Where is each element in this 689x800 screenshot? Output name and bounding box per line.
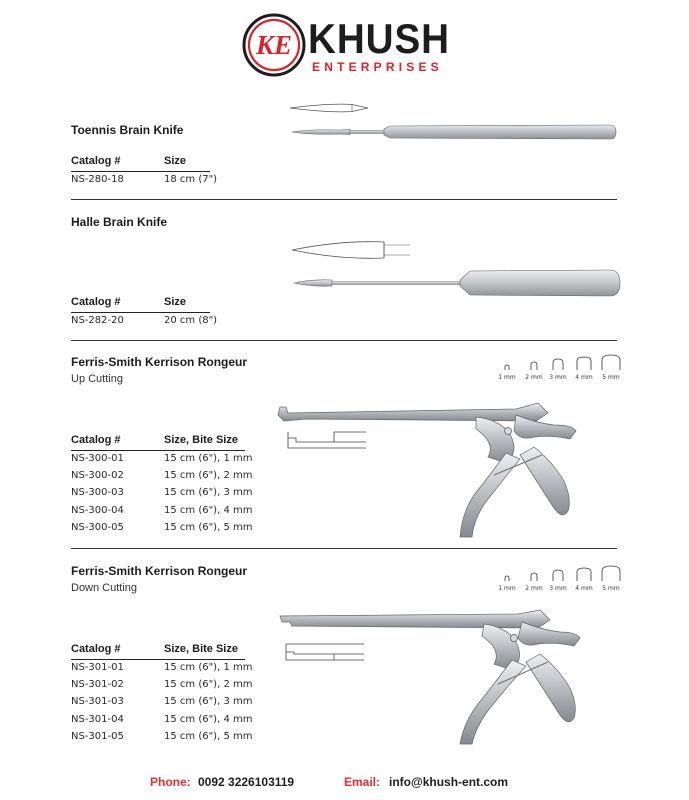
logo-letters: KE <box>255 30 293 60</box>
rongeur-up-cutting-illustration <box>276 395 606 545</box>
bite-size-label: 3 mm <box>549 585 567 592</box>
bite-size-label: 3 mm <box>549 374 567 381</box>
catalog-number: NS-301-05 <box>71 730 124 742</box>
table-row <box>71 485 253 502</box>
header-catalog: Catalog # <box>71 155 121 167</box>
catalog-number: NS-300-01 <box>71 453 124 464</box>
bite-size-guide <box>490 565 625 595</box>
table-row <box>71 313 218 330</box>
size-value: 15 cm (6"), 2 mm <box>164 679 253 691</box>
size-value: 15 cm (6"), 4 mm <box>164 504 253 516</box>
bite-size-label: 5 mm <box>602 374 620 381</box>
size-value: 15 cm (6"), 5 mm <box>164 521 253 533</box>
halle-knife-illustration <box>292 268 622 300</box>
size-value: 15 cm (6"), 1 mm <box>164 662 253 673</box>
catalog-number: NS-300-03 <box>71 487 124 499</box>
table-header <box>71 643 245 660</box>
catalog-number: NS-301-01 <box>71 662 124 673</box>
halle-tip-illustration <box>292 240 412 260</box>
rongeur-down-cutting-illustration <box>278 606 608 756</box>
catalog-table-toennis <box>71 155 218 189</box>
bite-size-label: 2 mm <box>525 585 543 592</box>
contact-footer <box>0 775 689 791</box>
size-value: 15 cm (6"), 2 mm <box>164 470 253 482</box>
table-row <box>71 468 253 485</box>
table-row <box>71 712 253 729</box>
header-size-bite: Size, Bite Size <box>164 643 238 655</box>
product-title-kerrison-down: Ferris-Smith Kerrison Rongeur <box>71 564 248 578</box>
brand-name: KHUSH <box>308 15 450 62</box>
catalog-table-kerrison-up <box>71 434 253 537</box>
bite-size-shapes <box>490 565 625 583</box>
table-header <box>71 434 245 451</box>
table-row <box>71 172 218 189</box>
bite-size-label: 1 mm <box>498 374 516 381</box>
catalog-number: NS-300-02 <box>71 470 124 482</box>
size-value: 15 cm (6"), 5 mm <box>164 730 253 742</box>
product-title-toennis: Toennis Brain Knife <box>71 123 184 137</box>
section-divider <box>71 340 617 341</box>
section-divider <box>71 199 617 200</box>
header-size: Size <box>164 296 187 308</box>
catalog-number: NS-300-05 <box>71 521 124 533</box>
size-value: 20 cm (8") <box>164 315 218 326</box>
table-row <box>71 451 253 468</box>
table-row <box>71 660 253 677</box>
email-address[interactable]: info@khush-ent.com <box>389 775 509 789</box>
header-catalog: Catalog # <box>71 296 121 308</box>
table-row <box>71 729 253 746</box>
table-row <box>71 503 253 520</box>
section-divider <box>71 548 617 549</box>
catalog-table-halle <box>71 296 218 330</box>
bite-size-label: 4 mm <box>575 374 593 381</box>
product-title-kerrison-up: Ferris-Smith Kerrison Rongeur <box>71 355 248 369</box>
size-value: 15 cm (6"), 1 mm <box>164 453 253 464</box>
bite-size-label: 5 mm <box>602 585 620 592</box>
catalog-number: NS-301-02 <box>71 679 124 691</box>
size-value: 15 cm (6"), 3 mm <box>164 487 253 499</box>
table-row <box>71 520 253 537</box>
size-value: 18 cm (7") <box>164 174 218 185</box>
catalog-number: NS-300-04 <box>71 504 124 516</box>
catalog-number: NS-301-03 <box>71 696 124 708</box>
bite-size-label: 1 mm <box>498 585 516 592</box>
logo-emblem-icon <box>242 13 306 77</box>
header-size: Size <box>164 155 187 167</box>
product-title-halle: Halle Brain Knife <box>71 215 168 229</box>
catalog-number: NS-280-18 <box>71 174 124 185</box>
table-row <box>71 694 253 711</box>
size-value: 15 cm (6"), 4 mm <box>164 713 253 725</box>
product-subtitle-down-cutting: Down Cutting <box>71 582 138 594</box>
brand-tagline: ENTERPRISES <box>312 60 443 74</box>
toennis-knife-illustration <box>290 120 620 140</box>
phone-label: Phone: <box>150 775 191 789</box>
header-catalog: Catalog # <box>71 643 121 655</box>
brand-logo <box>242 10 452 80</box>
table-header <box>71 155 210 172</box>
table-row <box>71 677 253 694</box>
size-value: 15 cm (6"), 3 mm <box>164 696 253 708</box>
header-catalog: Catalog # <box>71 434 121 446</box>
catalog-number: NS-301-04 <box>71 713 124 725</box>
table-header <box>71 296 210 313</box>
toennis-tip-illustration <box>290 103 380 113</box>
catalog-table-kerrison-down <box>71 643 253 746</box>
bite-size-label: 4 mm <box>575 585 593 592</box>
catalog-number: NS-282-20 <box>71 315 124 326</box>
email-label: Email: <box>344 775 381 789</box>
bite-size-shapes <box>490 354 625 372</box>
bite-size-label: 2 mm <box>525 374 543 381</box>
bite-size-guide <box>490 354 625 384</box>
phone-number[interactable]: 0092 3226103119 <box>198 775 295 789</box>
header-size-bite: Size, Bite Size <box>164 434 238 446</box>
product-subtitle-up-cutting: Up Cutting <box>71 373 123 385</box>
